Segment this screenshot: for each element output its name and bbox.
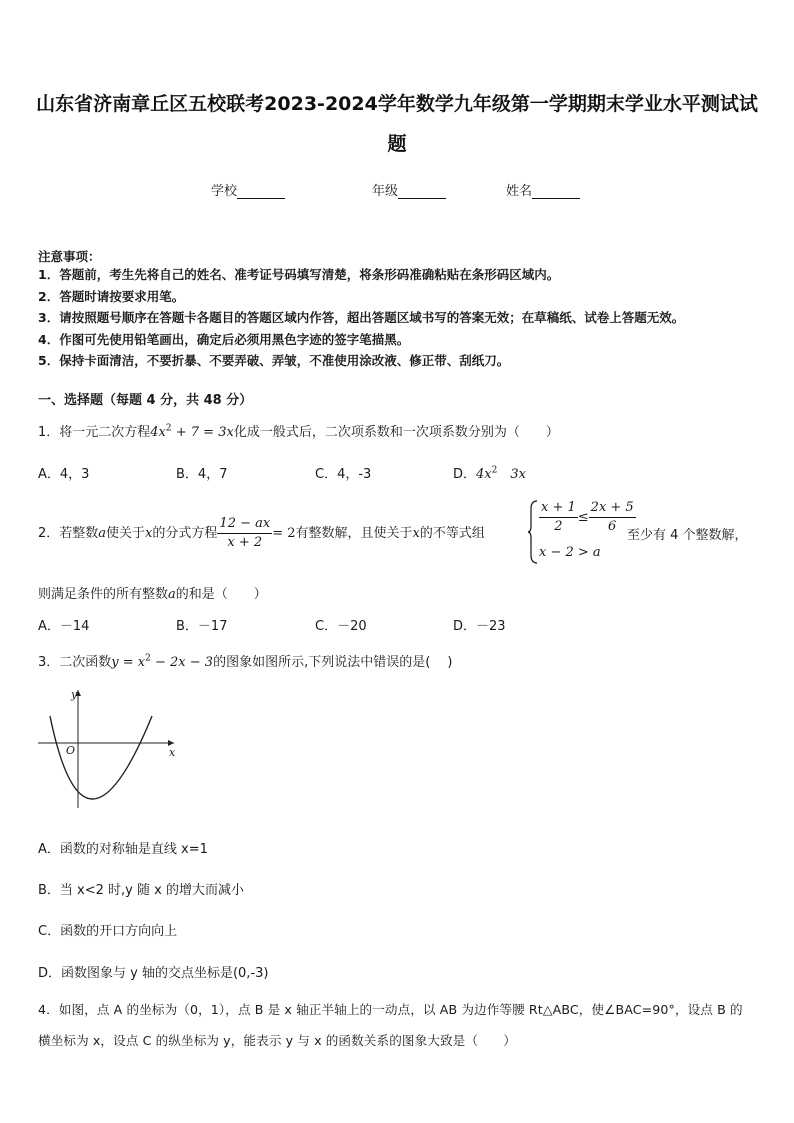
q3-option-c[interactable]: C．函数的开口方向向上	[38, 924, 178, 939]
q3-option-a[interactable]: A．函数的对称轴是直线 x=1	[38, 842, 208, 857]
q3-option-b[interactable]: B．当 x<2 时,y 随 x 的增大而减小	[38, 883, 244, 898]
question-2-line-2: 则满足条件的所有整数a的和是（ ）	[38, 587, 267, 602]
x-axis-label: x	[169, 746, 176, 759]
question-2-tail: 至少有 4 个整数解，	[627, 528, 748, 543]
curly-brace-icon	[527, 499, 539, 565]
q1-option-b[interactable]: B．4，7	[176, 467, 228, 482]
page-title	[30, 84, 764, 164]
origin-label: O	[66, 744, 76, 757]
note-item: 5．保持卡面清洁，不要折暴、不要弄破、弄皱，不准使用涂改液、修正带、刮纸刀。	[38, 353, 510, 368]
question-4-line-2: 横坐标为 x，设点 C 的纵坐标为 y，能表示 y 与 x 的函数关系的图象大致是（ ）	[38, 1033, 517, 1048]
student-info-row	[0, 180, 794, 200]
q2-option-c[interactable]: C．－20	[315, 619, 367, 634]
note-item: 1．答题前，考生先将自己的姓名、准考证号码填写清楚，将条形码准确粘贴在条形码区域内。	[38, 267, 560, 282]
note-item: 2．答题时请按要求用笔。	[38, 288, 185, 304]
inequality-2: x − 2 > a	[539, 545, 601, 560]
y-axis-label: y	[71, 688, 78, 701]
name-field[interactable]: 姓名	[506, 180, 580, 199]
question-1: 1．将一元二次方程$4x^2 + 7 = 3x$化成一般式后，二次项系数和一次项系数分别为（ ）	[38, 423, 559, 440]
inequality-system	[527, 499, 634, 565]
question-2: 2．若整数a使关于x的分式方程 $\frac{12 - ax}{x + 2}$ = 2有整数解，且使关于x的不等式组	[38, 516, 485, 550]
school-blank[interactable]	[237, 184, 285, 199]
question-4-line-1: 4．如图，点 A 的坐标为（0，1），点 B 是 x 轴正半轴上的一动点，以 AB 为边作等腰 Rt△ABC，使∠BAC=90°，设点 B 的	[38, 1002, 743, 1017]
grade-blank[interactable]	[398, 184, 446, 199]
fraction-equation: $\frac{12 - ax}{x + 2}$	[219, 516, 271, 550]
section-heading: 一、选择题（每题 4 分，共 48 分）	[38, 393, 253, 408]
name-blank[interactable]	[532, 184, 580, 199]
question-3: 3．二次函数$y = x^2 - 2x - 3$的图象如图所示,下列说法中错误的是( )	[38, 653, 453, 670]
q3-option-d[interactable]: D．函数图象与 y 轴的交点坐标是(0,-3)	[38, 966, 269, 981]
school-field[interactable]: 学校	[211, 180, 285, 199]
q2-option-a[interactable]: A．－14	[38, 619, 90, 634]
title-line-1: 山东省济南章丘区五校联考2023-2024学年数学九年级第一学期期末学业水平测试试	[36, 93, 758, 115]
parabola-graph	[36, 686, 180, 810]
note-item: 4．作图可先使用铅笔画出，确定后必须用黑色字迹的签字笔描黑。	[38, 331, 410, 347]
q2-option-b[interactable]: B．－17	[176, 619, 228, 634]
q2-option-d[interactable]: D．－23	[453, 619, 506, 634]
grade-field[interactable]: 年级	[372, 180, 446, 199]
q1-option-c[interactable]: C．4，-3	[315, 467, 372, 482]
title-line-2: 题	[387, 133, 407, 155]
q1-option-a[interactable]: A．4，3	[38, 467, 90, 482]
inequality-1: $\frac{x + 1}{2}$ ≤ $\frac{2x + 5}{6}$	[541, 500, 634, 534]
note-item: 3．请按照题号顺序在答题卡各题目的答题区域内作答，超出答题区域书写的答案无效；在草稿纸、试卷上答题无效。	[38, 310, 685, 325]
q1-option-d[interactable]: D．$4x^2$ 3x	[453, 465, 526, 482]
notes-list	[38, 264, 684, 372]
notes-heading: 注意事项：	[38, 249, 101, 264]
